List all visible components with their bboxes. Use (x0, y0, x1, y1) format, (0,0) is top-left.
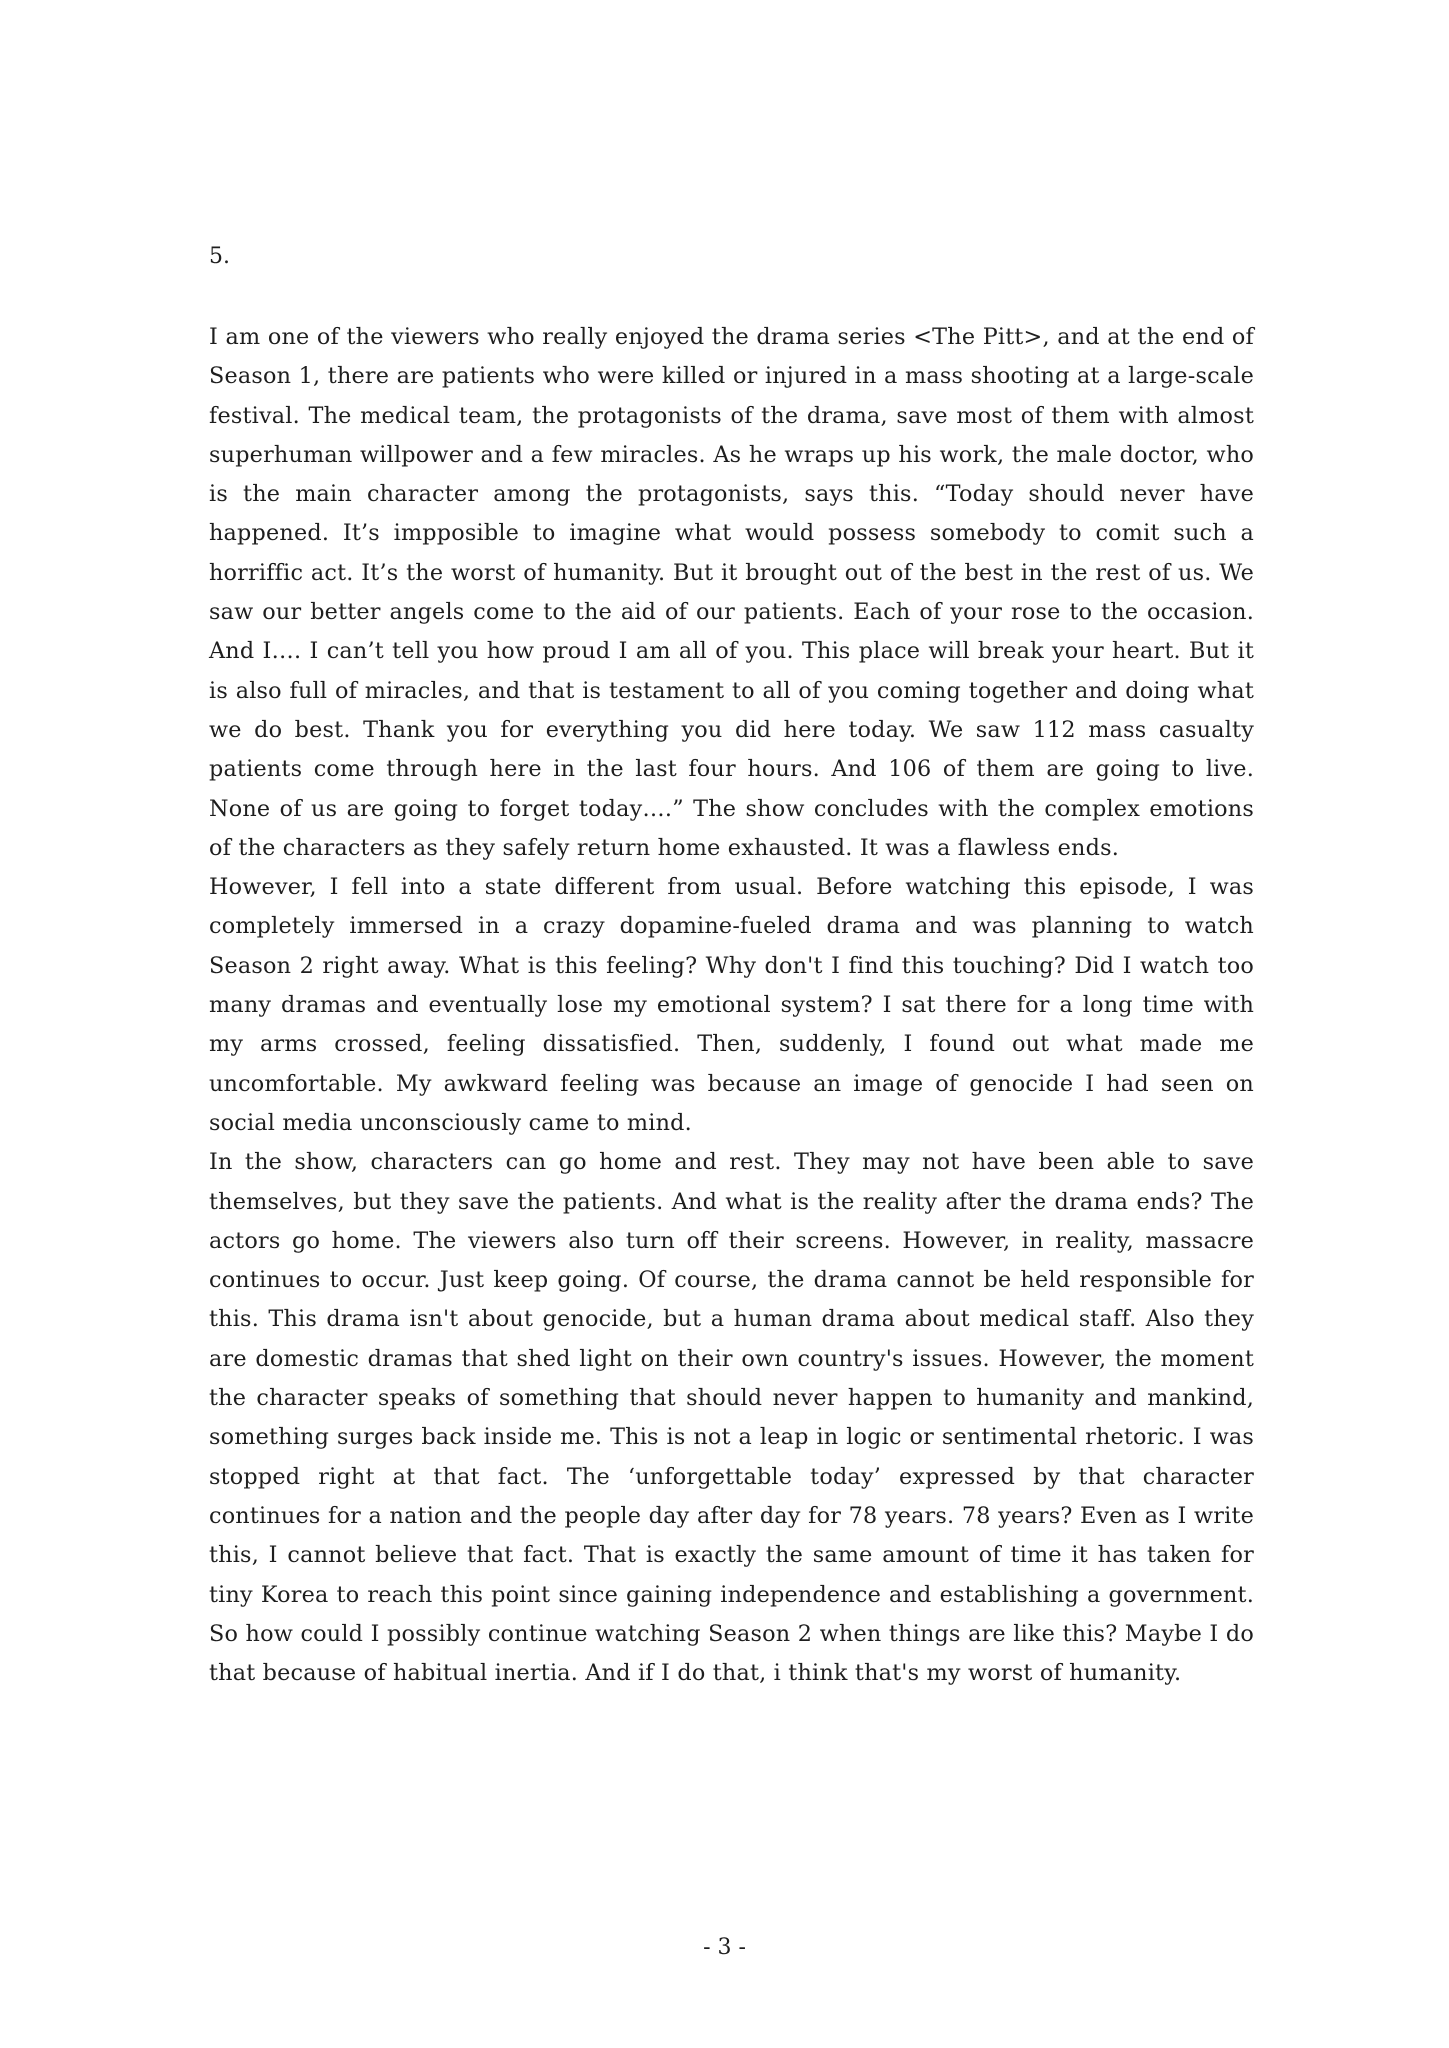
paragraph-3: In the show, characters can go home and rest. They may not have been able to save themselves, but they save the patients. And what is the reality after the drama ends? The actors go home. The viewers also turn off their screens. However, in reality, massacre continues to occur. Just keep going. Of course, the drama cannot be held responsible for this. This drama isn't about genocide, but a human drama about medical staff. Also they are domestic dramas that shed light on their own country's issues. However, the moment the character speaks of something that should never happen to humanity and mankind, something surges back inside me. This is not a leap in logic or sentimental rhetoric. I was stopped right at that fact. The ‘unforgettable today’ expressed by that character continues for a nation and the people day after day for 78 years. 78 years? Even as I write this, I cannot believe that fact. That is exactly the same amount of time it has taken for tiny Korea to reach this point since gaining independence and establishing a government. So how could I possibly continue watching Season 2 when things are like this? Maybe I do that because of habitual inertia. And if I do that, i think that's my worst of humanity. (209, 1149, 1254, 1687)
body-text (209, 318, 1254, 1693)
section-number: 5. (209, 244, 230, 269)
paragraph-1: I am one of the viewers who really enjoyed the drama series <The Pitt>, and at the end of Season 1, there are patients who were killed or injured in a mass shooting at a large-scale festival. The medical team, the protagonists of the drama, save most of them with almost superhuman willpower and a few miracles. As he wraps up his work, the male doctor, who is the main character among the protagonists, says this. “Today should never have happened. It’s impposible to imagine what would possess somebody to comit such a horriffic act. It’s the worst of humanity. But it brought out of the best in the rest of us. We saw our better angels come to the aid of our patients. Each of your rose to the occasion. And I…. I can’t tell you how proud I am all of you. This place will break your heart. But it is also full of miracles, and that is testament to all of you coming together and doing what we do best. Thank you for everything you did here today. We saw 112 mass casualty patients come through here in the last four hours. And 106 of them are going to live. None of us are going to forget today….” The show concludes with the complex emotions of the characters as they safely return home exhausted. It was a flawless ends. (209, 324, 1254, 861)
paragraph-2: However, I fell into a state different from usual. Before watching this episode, I was completely immersed in a crazy dopamine-fueled drama and was planning to watch Season 2 right away. What is this feeling? Why don't I find this touching? Did I watch too many dramas and eventually lose my emotional system? I sat there for a long time with my arms crossed, feeling dissatisfied. Then, suddenly, I found out what made me uncomfortable. My awkward feeling was because an image of genocide I had seen on social media unconsciously came to mind. (209, 874, 1254, 1136)
page-number: - 3 - (703, 1935, 746, 1960)
